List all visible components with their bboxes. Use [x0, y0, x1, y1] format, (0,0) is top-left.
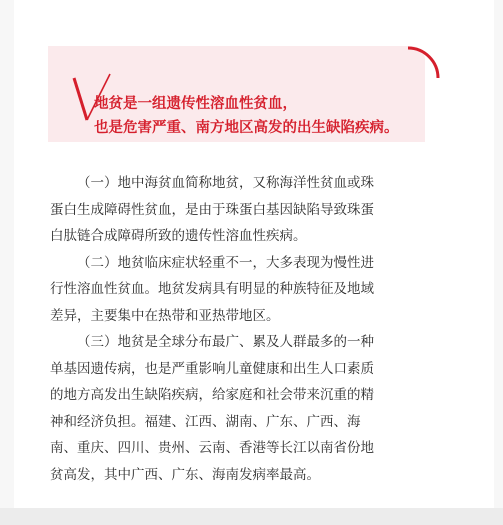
paragraph-line: （一）地中海贫血简称地贫，又称海洋性贫血或珠 — [77, 175, 374, 191]
paragraph-2 — [50, 250, 426, 330]
page-bottom-edge — [0, 508, 503, 525]
paragraph-line: 差异，主要集中在热带和亚热带地区。 — [50, 307, 280, 324]
paragraph-line: 蛋白生成障碍性贫血，是由于珠蛋白基因缺陷导致珠蛋 — [50, 201, 374, 218]
paragraph-3 — [50, 329, 426, 488]
paragraph-line: 南、重庆、四川、贵州、云南、香港等长江以南省份地 — [50, 440, 374, 456]
body-text — [50, 170, 426, 488]
banner-title-line-2: 也是危害严重、南方地区高发的出生缺陷疾病。 — [94, 120, 399, 136]
corner-arc-decoration — [404, 42, 444, 82]
paragraph-line: 的地方高发出生缺陷疾病，给家庭和社会带来沉重的精 — [50, 387, 374, 403]
paragraph-line: （三）地贫是全球分布最广、累及人群最多的一种 — [77, 334, 374, 350]
paragraph-line: 贫高发，其中广西、广东、海南发病率最高。 — [50, 466, 320, 483]
paragraph-line: （二）地贫临床症状轻重不一，大多表现为慢性进 — [77, 254, 374, 271]
paragraph-line: 行性溶血性贫血。地贫发病具有明显的种族特征及地域 — [50, 281, 374, 297]
paragraph-1 — [50, 170, 426, 250]
paragraph-line: 单基因遗传病，也是严重影响儿童健康和出生人口素质 — [50, 360, 374, 377]
banner-title-line-1: 地贫是一组遗传性溶血性贫血， — [94, 96, 297, 112]
paragraph-line: 神和经济负担。福建、江西、湖南、广东、广西、海 — [50, 413, 361, 430]
banner-title — [94, 92, 399, 140]
paragraph-line: 白肽链合成障碍所致的遗传性溶血性疾病。 — [50, 228, 307, 244]
